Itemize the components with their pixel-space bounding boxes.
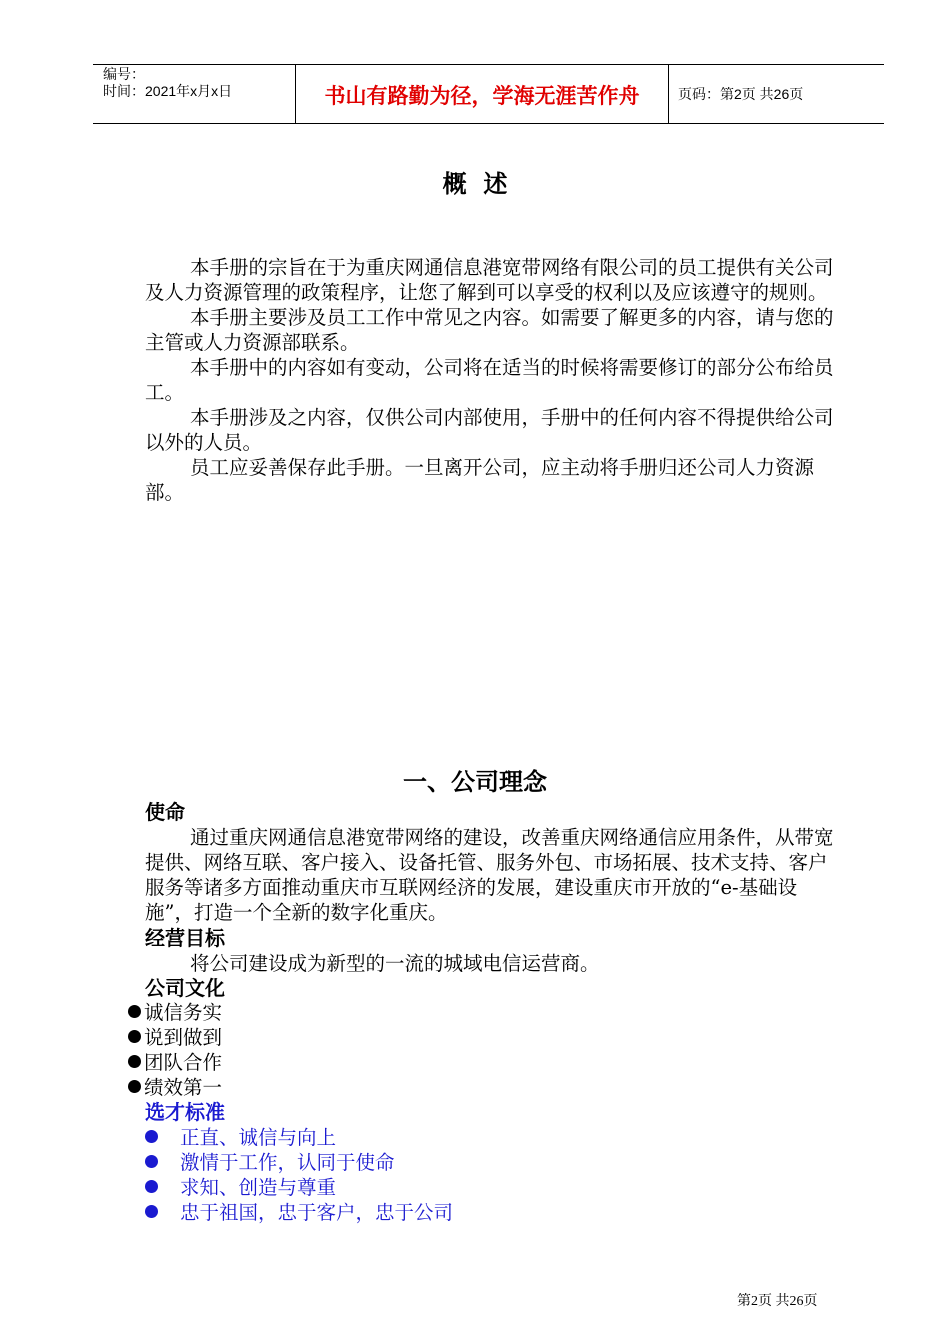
culture-item [128, 1050, 222, 1075]
bullet-icon [145, 1205, 158, 1218]
culture-heading: 公司文化 [145, 976, 225, 1000]
bullet-icon [145, 1180, 158, 1193]
talent-item-label: 忠于祖国，忠于客户，忠于公司 [180, 1201, 454, 1224]
header-page-label: 页码：第2页 共26页 [678, 86, 804, 102]
mission-body [145, 825, 845, 925]
overview-paragraph-2: 本手册主要涉及员工工作中常见之内容。如需要了解更多的内容，请与您的主管或人力资源部联系。 [145, 306, 834, 354]
header-motto: 书山有路勤为径，学海无涯苦作舟 [324, 84, 640, 108]
mission-text: 通过重庆网通信息港宽带网络的建设，改善重庆网络通信应用条件，从带宽提供、网络互联、客户接入、设备托管、服务外包、市场拓展、技术支持、客户服务等诸多方面推动重庆市互联网经济的发展，建设重庆市开放的“e-基础设施”，打造一个全新的数字化重庆。 [145, 826, 834, 924]
talent-item [145, 1175, 336, 1200]
goal-text: 将公司建设成为新型的一流的城域电信运营商。 [190, 952, 600, 975]
bullet-icon [128, 1055, 141, 1068]
header-number-label: 编号： [103, 66, 145, 82]
header-top-rule [93, 64, 884, 65]
talent-item [145, 1150, 395, 1175]
overview-paragraph-4: 本手册涉及之内容，仅供公司内部使用，手册中的任何内容不得提供给公司以外的人员。 [145, 406, 834, 454]
header-divider-2 [668, 64, 669, 123]
header-time-label: 时间：2021年x月x日 [103, 83, 233, 99]
overview-paragraph-5: 员工应妥善保存此手册。一旦离开公司，应主动将手册归还公司人力资源部。 [145, 456, 815, 504]
bullet-icon [128, 1080, 141, 1093]
bullet-icon [128, 1030, 141, 1043]
culture-item-label: 诚信务实 [144, 1001, 223, 1024]
culture-item [128, 1075, 222, 1100]
overview-title: 概 述 [442, 170, 508, 198]
overview-body [145, 255, 845, 505]
talent-heading: 选才标准 [145, 1100, 225, 1124]
goal-body [145, 951, 845, 976]
bullet-icon [128, 1005, 141, 1018]
philosophy-title: 一、公司理念 [403, 768, 547, 796]
culture-item [128, 1000, 222, 1025]
talent-item [145, 1125, 336, 1150]
header-bottom-rule [93, 123, 884, 124]
culture-item-label: 绩效第一 [144, 1076, 223, 1099]
talent-item-label: 正直、诚信与向上 [180, 1126, 337, 1149]
overview-paragraph-3: 本手册中的内容如有变动，公司将在适当的时候将需要修订的部分公布给员工。 [145, 356, 834, 404]
goal-heading: 经营目标 [145, 926, 225, 950]
culture-item-label: 说到做到 [144, 1026, 223, 1049]
overview-paragraph-1: 本手册的宗旨在于为重庆网通信息港宽带网络有限公司的员工提供有关公司及人力资源管理的政策程序，让您了解到可以享受的权利以及应该遵守的规则。 [145, 256, 834, 304]
culture-item-label: 团队合作 [144, 1051, 223, 1074]
bullet-icon [145, 1130, 158, 1143]
talent-item-label: 求知、创造与尊重 [180, 1176, 337, 1199]
culture-item [128, 1025, 222, 1050]
mission-heading: 使命 [145, 800, 185, 824]
footer-page-number: 第2页 共26页 [737, 1294, 818, 1309]
bullet-icon [145, 1155, 158, 1168]
talent-item-label: 激情于工作，认同于使命 [180, 1151, 395, 1174]
talent-item [145, 1200, 453, 1225]
